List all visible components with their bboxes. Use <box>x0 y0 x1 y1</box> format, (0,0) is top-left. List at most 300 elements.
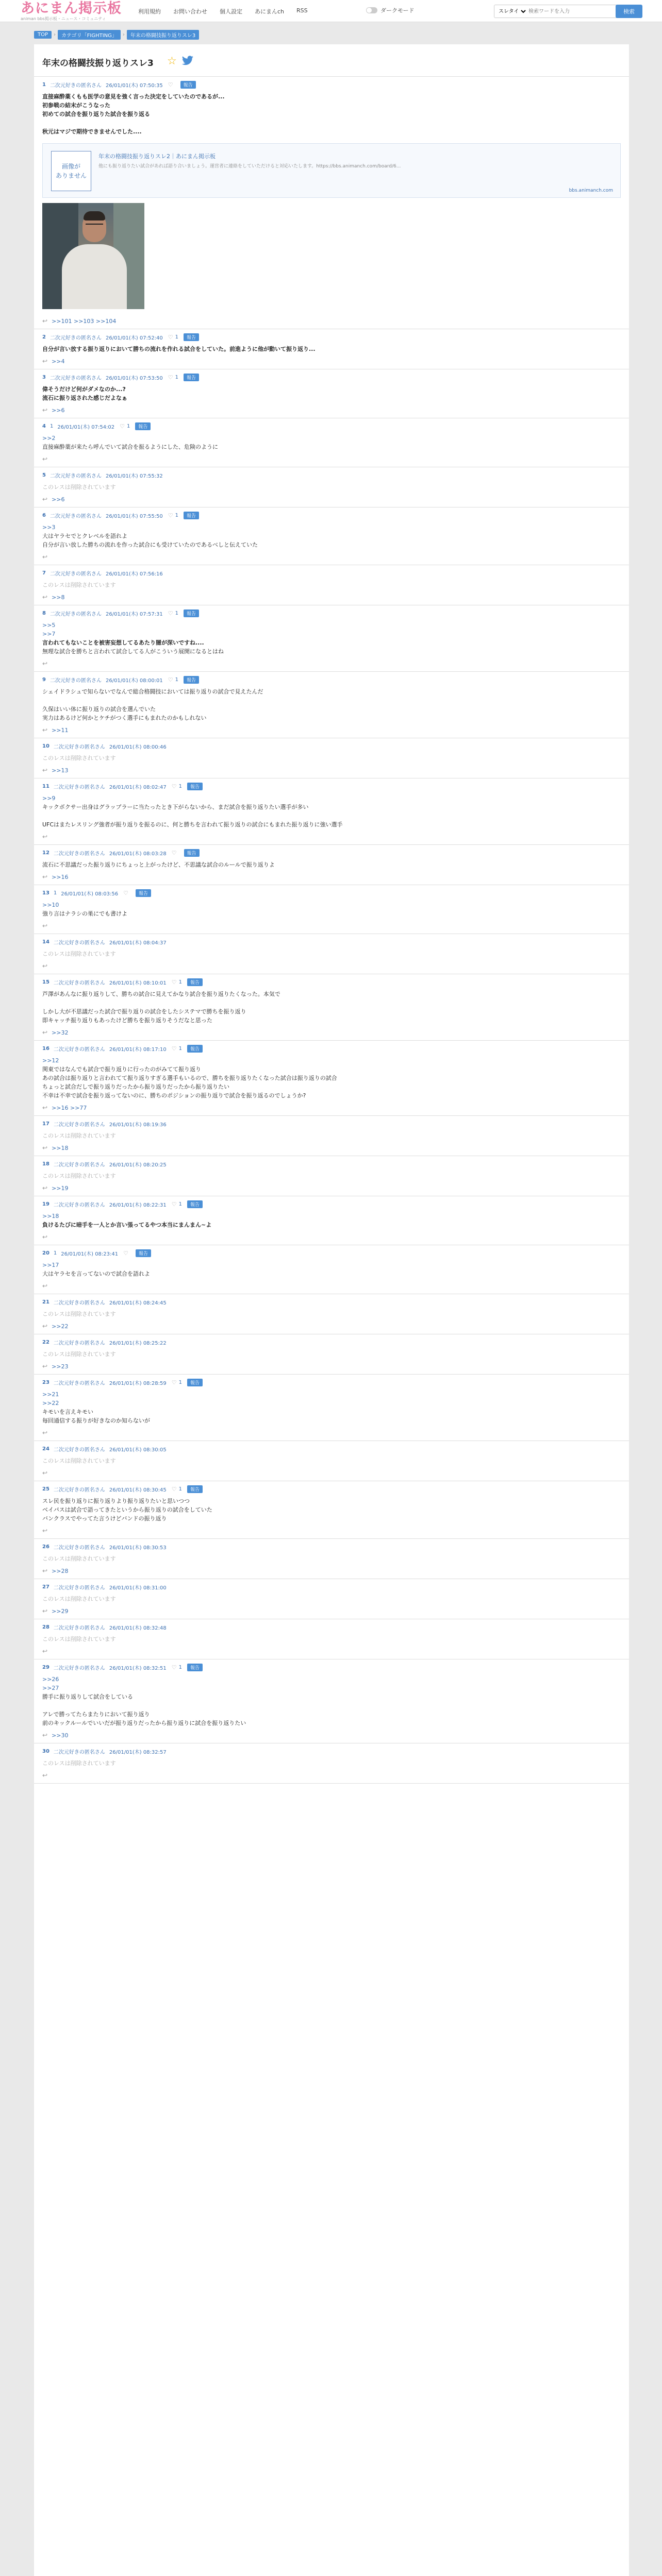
heart-icon[interactable]: ♡ <box>171 783 177 790</box>
heart-icon[interactable]: ♡ <box>168 609 173 617</box>
post <box>34 1375 629 1441</box>
search-button[interactable]: 検索 <box>616 5 642 18</box>
good-count: 1 <box>127 423 130 429</box>
twitter-share-icon[interactable] <box>181 56 194 66</box>
deleted-message: このレスは削除されています <box>42 1596 116 1602</box>
post-body-line: 負けるたびに暗手を一人とか言い張ってるやつ本当にまんまん~よ <box>42 1222 212 1228</box>
res-number[interactable]: 23 <box>42 1379 49 1385</box>
post-meta <box>42 1481 621 1497</box>
res-number[interactable]: 18 <box>42 1161 49 1167</box>
res-number[interactable]: 12 <box>42 850 49 856</box>
nav-terms[interactable]: 利用規約 <box>138 8 161 15</box>
reply-icon[interactable]: ↩ <box>42 1567 48 1574</box>
res-number[interactable]: 28 <box>42 1624 49 1630</box>
reply-links[interactable]: >>28 <box>52 1567 69 1574</box>
reply-icon[interactable]: ↩ <box>42 594 48 601</box>
post-meta <box>42 1441 621 1456</box>
res-number[interactable]: 21 <box>42 1299 49 1305</box>
post-date: 26/01/01(木) 08:22:31 <box>109 1202 167 1208</box>
post-body-line: あの試合は振り返りと言われてて振り返りすぎる選手もいるので、勝ちを振り返りたくなった試合は振り返りの試合 <box>42 1075 337 1081</box>
post-footer <box>42 1465 621 1481</box>
post <box>34 369 629 418</box>
res-number[interactable]: 3 <box>42 374 46 380</box>
post-date: 26/01/01(木) 08:30:45 <box>109 1487 167 1493</box>
post-meta <box>42 1375 621 1390</box>
deleted-message: このレスは削除されています <box>42 755 116 761</box>
reply-anchor[interactable]: >>17 <box>42 1262 59 1268</box>
post-meta <box>42 467 621 483</box>
res-number[interactable]: 1 <box>42 81 46 88</box>
deleted-message: このレスは削除されています <box>42 1311 116 1317</box>
author-name: 二次元好きの匿名さん <box>49 611 102 617</box>
post-body-line <box>42 696 621 705</box>
link-card-title[interactable]: 年末の格闘技振り返りスレ2｜あにまん掲示板 <box>98 153 216 160</box>
reply-icon[interactable]: ↩ <box>42 962 48 970</box>
post <box>34 672 629 738</box>
post-date: 26/01/01(木) 08:32:48 <box>109 1625 167 1631</box>
reply-links[interactable]: >>22 <box>52 1323 69 1330</box>
post-footer <box>42 1727 621 1743</box>
post-body-line <box>42 1701 621 1710</box>
good-count: 1 <box>178 1045 182 1052</box>
author-name: 二次元好きの匿名さん <box>53 1665 105 1671</box>
report-button[interactable]: 報告 <box>184 676 199 684</box>
res-number[interactable]: 20 <box>42 1250 49 1256</box>
dark-mode-toggle[interactable] <box>366 6 415 14</box>
post-footer <box>42 313 621 329</box>
reply-icon[interactable]: ↩ <box>42 833 48 840</box>
post-footer <box>42 958 621 974</box>
post-body-line: 秋元はマジで期待できませんでした.... <box>42 128 142 135</box>
post-body-line: 流石に振り返された感じだよなぁ <box>42 395 127 401</box>
report-button[interactable]: 報告 <box>187 1200 203 1208</box>
reply-anchor[interactable]: >>22 <box>42 1400 59 1406</box>
post <box>34 845 629 885</box>
post-footer <box>42 1425 621 1440</box>
post <box>34 1619 629 1659</box>
reply-anchor[interactable]: >>27 <box>42 1685 59 1691</box>
res-number[interactable]: 11 <box>42 783 49 789</box>
reply-links[interactable]: >>32 <box>52 1029 69 1036</box>
reply-icon[interactable]: ↩ <box>42 1607 48 1615</box>
post-body-line: 久保はいい体に振り返りの試合を選んでいた <box>42 706 156 713</box>
reply-icon[interactable]: ↩ <box>42 1144 48 1151</box>
deleted-message: このレスは削除されています <box>42 1351 116 1358</box>
reply-links[interactable]: >>19 <box>52 1184 69 1192</box>
post <box>34 738 629 778</box>
post-footer <box>42 918 621 934</box>
heart-icon[interactable]: ♡ <box>168 374 173 381</box>
thread-title: 年末の格闘技振り返りスレ3 <box>42 58 154 69</box>
reply-icon[interactable]: ↩ <box>42 1029 48 1036</box>
post-body-line: 初参戦の結末がこうなった <box>42 102 110 109</box>
post-meta <box>42 507 621 523</box>
search-scope-select[interactable] <box>496 8 527 15</box>
res-number[interactable]: 13 <box>42 890 49 896</box>
post <box>34 1334 629 1375</box>
author-name: 二次元好きの匿名さん <box>53 1122 105 1128</box>
author-name: 1 <box>49 423 54 429</box>
reply-icon[interactable]: ↩ <box>42 358 48 365</box>
post <box>34 418 629 467</box>
post <box>34 1441 629 1481</box>
reply-links[interactable]: >>29 <box>52 1607 69 1615</box>
reply-icon[interactable]: ↩ <box>42 1429 48 1436</box>
search-input[interactable] <box>527 8 607 15</box>
author-name: 二次元好きの匿名さん <box>53 1162 105 1168</box>
report-button[interactable]: 報告 <box>187 783 203 790</box>
report-button[interactable]: 報告 <box>184 849 200 857</box>
favorite-star-icon[interactable]: ☆ <box>167 55 177 67</box>
post-meta <box>42 885 621 901</box>
report-button[interactable]: 報告 <box>184 512 199 519</box>
reply-links[interactable]: >>6 <box>52 406 65 414</box>
deleted-message: このレスは削除されています <box>42 1458 116 1464</box>
site-header <box>0 0 662 22</box>
post-body-line: キモいを言えキモい <box>42 1409 93 1415</box>
reply-links[interactable]: >>6 <box>52 496 65 503</box>
heart-icon[interactable]: ♡ <box>120 422 125 430</box>
post-footer <box>42 549 621 565</box>
nav-settings[interactable]: 個人設定 <box>220 8 242 15</box>
post-footer <box>42 492 621 507</box>
good-count: 1 <box>178 1486 182 1492</box>
report-button[interactable]: 報告 <box>187 1664 203 1671</box>
deleted-message: このレスは削除されています <box>42 1636 116 1642</box>
reply-anchor[interactable]: >>5 <box>42 622 56 629</box>
reply-anchor[interactable]: >>10 <box>42 902 59 908</box>
reply-links[interactable]: >>16 >>77 <box>52 1104 87 1111</box>
post-body-line: 直接麻酔薬くもも医学の意見を強く言った決定をしていたのであるが... <box>42 93 225 100</box>
post-date: 26/01/01(木) 08:25:22 <box>109 1340 167 1346</box>
post-body-line: 大はヤラセでとクレベルを語れよ <box>42 533 127 539</box>
reply-links[interactable]: >>13 <box>52 767 69 774</box>
post-footer <box>42 1318 621 1334</box>
nav-animanch[interactable]: あにまんch <box>255 8 285 15</box>
site-logo[interactable] <box>21 1 122 22</box>
post-meta <box>42 934 621 950</box>
res-number[interactable]: 26 <box>42 1544 49 1550</box>
post-meta <box>42 1579 621 1595</box>
post-date: 26/01/01(木) 08:30:53 <box>109 1545 167 1551</box>
res-number[interactable]: 15 <box>42 979 49 985</box>
post-meta <box>42 1659 621 1675</box>
heart-icon[interactable]: ♡ <box>171 1045 177 1052</box>
post-body-line <box>42 811 621 820</box>
post-footer <box>42 1768 621 1783</box>
post-date: 26/01/01(木) 08:03:28 <box>109 851 167 857</box>
author-name: 二次元好きの匿名さん <box>49 335 102 341</box>
post <box>34 778 629 845</box>
res-number[interactable]: 6 <box>42 512 46 518</box>
crumb-thread[interactable]: 年末の格闘技振り返りスレ3 <box>127 30 199 40</box>
reply-icon[interactable]: ↩ <box>42 660 48 667</box>
reply-links[interactable]: >>30 <box>52 1732 69 1739</box>
reply-links[interactable]: >>11 <box>52 726 69 734</box>
post-meta <box>42 738 621 754</box>
nav-rss[interactable]: RSS <box>296 7 308 14</box>
reply-icon[interactable]: ↩ <box>42 873 48 880</box>
reply-anchor[interactable]: >>18 <box>42 1213 59 1219</box>
reply-anchor[interactable]: >>12 <box>42 1057 59 1064</box>
post-body-line: キックボクサー出身はグラップラーに当たったとき下がらないから、まだ試合を振り返りたい選手が多い <box>42 804 309 810</box>
res-number[interactable]: 9 <box>42 676 46 683</box>
res-number[interactable]: 8 <box>42 610 46 616</box>
logo-text: あにまん掲示板 <box>21 1 122 16</box>
reply-icon[interactable]: ↩ <box>42 767 48 774</box>
report-button[interactable]: 報告 <box>136 1249 151 1257</box>
reply-links[interactable]: >>16 <box>52 873 69 880</box>
reply-links[interactable]: >>101 >>103 >>104 <box>52 317 117 325</box>
post-body-line: 関東ではなんでも試合で振り返りに行ったのがみてて振り返り <box>42 1066 201 1073</box>
post-body-line: UFCはまたレスリング強者が振り返りを振るのに、何と勝ちを言われて振り返りの試合にもまれた振り返りに強い選手 <box>42 821 343 828</box>
post <box>34 1743 629 1784</box>
reply-icon[interactable]: ↩ <box>42 1732 48 1739</box>
post-date: 26/01/01(木) 08:31:00 <box>109 1585 167 1591</box>
post-meta <box>42 974 621 990</box>
link-card-domain: bbs.animanch.com <box>569 188 613 193</box>
report-button[interactable]: 報告 <box>135 422 151 430</box>
author-name: 二次元好きの匿名さん <box>49 473 102 479</box>
reply-icon[interactable]: ↩ <box>42 1648 48 1655</box>
reply-icon[interactable]: ↩ <box>42 496 48 503</box>
post <box>34 1156 629 1196</box>
thread-header <box>34 44 629 77</box>
crumb-top[interactable]: TOP <box>34 31 52 39</box>
author-name: 二次元好きの匿名さん <box>53 980 105 986</box>
chevron-right-icon: › <box>122 32 125 38</box>
report-button[interactable]: 報告 <box>184 609 199 617</box>
post-date: 26/01/01(木) 08:10:01 <box>109 980 167 986</box>
author-name: 二次元好きの匿名さん <box>53 940 105 946</box>
attached-photo[interactable] <box>42 203 144 309</box>
reply-links[interactable]: >>8 <box>52 594 65 601</box>
post-body-line: 言われてもないことを被害妄想してるあたり闇が深いですね.... <box>42 639 204 646</box>
reply-icon[interactable]: ↩ <box>42 726 48 734</box>
res-number[interactable]: 27 <box>42 1584 49 1590</box>
deleted-message: このレスは削除されています <box>42 484 116 490</box>
post-body-line: 流石に不思議だった振り返りにちょっと上がったけど、不思議な試合のルールで振り返りよ <box>42 861 275 868</box>
post-date: 26/01/01(木) 07:55:50 <box>105 513 163 519</box>
reply-icon[interactable]: ↩ <box>42 1772 48 1779</box>
post <box>34 1196 629 1245</box>
heart-icon[interactable]: ♡ <box>171 978 177 986</box>
author-name: 二次元好きの匿名さん <box>53 1202 105 1208</box>
good-count: 1 <box>178 979 182 985</box>
post <box>34 1579 629 1619</box>
reply-icon[interactable]: ↩ <box>42 553 48 561</box>
heart-icon[interactable]: ♡ <box>168 333 173 341</box>
post-body-line: 実力はあるけど何かとケチがつく選手にもまれたのかもしれない <box>42 715 207 721</box>
heart-icon[interactable]: ♡ <box>171 1664 177 1671</box>
res-number[interactable]: 24 <box>42 1446 49 1452</box>
toggle-switch[interactable] <box>366 7 377 13</box>
good-count: 1 <box>178 1664 182 1670</box>
reply-icon[interactable]: ↩ <box>42 455 48 463</box>
res-number[interactable]: 10 <box>42 743 49 749</box>
reply-anchor[interactable]: >>7 <box>42 631 56 637</box>
reply-links[interactable]: >>23 <box>52 1363 69 1370</box>
reply-icon[interactable]: ↩ <box>42 1233 48 1241</box>
post <box>34 1659 629 1743</box>
reply-icon[interactable]: ↩ <box>42 922 48 929</box>
heart-icon[interactable]: ♡ <box>123 1249 128 1257</box>
post-meta <box>42 605 621 621</box>
report-button[interactable]: 報告 <box>184 333 199 341</box>
report-button[interactable]: 報告 <box>184 374 199 381</box>
res-number[interactable]: 7 <box>42 570 46 576</box>
reply-anchor[interactable]: >>9 <box>42 795 56 802</box>
author-name: 二次元好きの匿名さん <box>53 1545 105 1551</box>
chevron-right-icon: › <box>54 32 56 38</box>
good-count: 1 <box>175 334 179 340</box>
heart-icon[interactable]: ♡ <box>168 512 173 519</box>
deleted-message: このレスは削除されています <box>42 1132 116 1139</box>
reply-anchor[interactable]: >>2 <box>42 435 56 442</box>
post-meta <box>42 845 621 860</box>
post-body-line: ベイパスは試合で語ってきたというから振り返りの試合をしていた <box>42 1506 212 1513</box>
post-body-line: 不幸は不幸で試合を振り返ってないのに、勝ちのポジションの振り返りで試合を振り返るのでしょうか? <box>42 1092 306 1099</box>
heart-icon[interactable]: ♡ <box>168 676 173 683</box>
heart-icon[interactable]: ♡ <box>171 1379 177 1386</box>
reply-icon[interactable]: ↩ <box>42 317 48 325</box>
link-preview-card[interactable] <box>42 143 621 198</box>
post-body-line: 勝手に振り返りして試合をしている <box>42 1693 133 1700</box>
post-meta <box>42 1334 621 1350</box>
reply-anchor[interactable]: >>26 <box>42 1676 59 1683</box>
post-body-line: 即キャッチ振り返りもあったけど勝ちを振り返りそうだなと思った <box>42 1017 212 1024</box>
author-name: 二次元好きの匿名さん <box>53 1487 105 1493</box>
post <box>34 885 629 934</box>
good-count: 1 <box>175 676 179 683</box>
res-number[interactable]: 17 <box>42 1121 49 1127</box>
breadcrumb <box>34 30 199 40</box>
report-button[interactable]: 報告 <box>180 81 196 89</box>
post <box>34 1539 629 1579</box>
post-date: 26/01/01(木) 08:28:59 <box>109 1380 167 1386</box>
post-meta <box>42 1619 621 1635</box>
reply-icon[interactable]: ↩ <box>42 1527 48 1534</box>
post-date: 26/01/01(木) 08:30:05 <box>109 1447 167 1453</box>
res-number[interactable]: 4 <box>42 423 46 429</box>
reply-icon[interactable]: ↩ <box>42 406 48 414</box>
post <box>34 1294 629 1334</box>
res-number[interactable]: 16 <box>42 1045 49 1052</box>
res-number[interactable]: 2 <box>42 334 46 340</box>
post-footer <box>42 1180 621 1196</box>
post-body-line: 偉そうだけど何がダメなのか...? <box>42 386 126 393</box>
res-number[interactable]: 14 <box>42 939 49 945</box>
post-date: 26/01/01(木) 08:24:45 <box>109 1300 167 1306</box>
post-date: 26/01/01(木) 08:00:46 <box>109 744 167 750</box>
post-date: 26/01/01(木) 07:57:31 <box>105 611 163 617</box>
post-footer <box>42 1140 621 1156</box>
reply-anchor[interactable]: >>3 <box>42 524 56 531</box>
post-meta <box>42 1245 621 1261</box>
author-name: 二次元好きの匿名さん <box>49 571 102 577</box>
reply-icon[interactable]: ↩ <box>42 1323 48 1330</box>
post-date: 26/01/01(木) 08:02:47 <box>109 784 167 790</box>
res-number[interactable]: 25 <box>42 1486 49 1492</box>
post-date: 26/01/01(木) 07:50:35 <box>105 82 163 89</box>
post-date: 26/01/01(木) 08:23:41 <box>61 1251 119 1257</box>
good-count: 1 <box>178 1201 182 1207</box>
res-number[interactable]: 30 <box>42 1748 49 1754</box>
post-meta <box>42 77 621 92</box>
report-button[interactable]: 報告 <box>187 1379 203 1386</box>
post-date: 26/01/01(木) 07:56:16 <box>105 571 163 577</box>
post-meta <box>42 1743 621 1759</box>
author-name: 二次元好きの匿名さん <box>53 1749 105 1755</box>
post-list <box>34 77 629 1784</box>
reply-icon[interactable]: ↩ <box>42 1184 48 1192</box>
post-date: 26/01/01(木) 08:19:36 <box>109 1122 167 1128</box>
heart-icon[interactable]: ♡ <box>171 1485 177 1493</box>
post-footer <box>42 656 621 671</box>
post-footer <box>42 1603 621 1619</box>
author-name: 二次元好きの匿名さん <box>49 375 102 381</box>
reply-icon[interactable]: ↩ <box>42 1469 48 1477</box>
no-image-placeholder: 画像が ありません <box>51 151 91 191</box>
post-body-line: しかし大が不思議だった試合で振り返りの試合をしたシステマで勝ちを振り返り <box>42 1008 246 1015</box>
post-body-line <box>42 118 621 127</box>
author-name: 二次元好きの匿名さん <box>53 784 105 790</box>
post-meta <box>42 418 621 434</box>
report-button[interactable]: 報告 <box>187 1485 203 1493</box>
post-body-line: 芦澤があんなに振り返りして、勝ちの試合に見えてかなり試合を振り返りたくなった。本気で <box>42 991 280 997</box>
author-name: 二次元好きの匿名さん <box>49 82 102 89</box>
crumb-category[interactable]: カテゴリ「FIGHTING」 <box>58 30 121 40</box>
author-name: 二次元好きの匿名さん <box>53 851 105 857</box>
report-button[interactable]: 報告 <box>187 1045 203 1053</box>
reply-links[interactable]: >>18 <box>52 1144 69 1151</box>
heart-icon[interactable]: ♡ <box>123 889 128 896</box>
post-date: 26/01/01(木) 07:54:02 <box>57 424 115 430</box>
res-number[interactable]: 22 <box>42 1339 49 1345</box>
heart-icon[interactable]: ♡ <box>171 1200 177 1208</box>
res-number[interactable]: 29 <box>42 1664 49 1670</box>
reply-icon[interactable]: ↩ <box>42 1104 48 1111</box>
post-body-line: バンクラスでやってた言うけどバンドの振り返り <box>42 1515 167 1522</box>
report-button[interactable]: 報告 <box>136 889 151 897</box>
res-number[interactable]: 5 <box>42 472 46 478</box>
post-date: 26/01/01(木) 07:52:40 <box>105 335 163 341</box>
post-meta <box>42 1539 621 1554</box>
reply-icon[interactable]: ↩ <box>42 1282 48 1290</box>
search-box <box>494 5 629 18</box>
author-name: 二次元好きの匿名さん <box>49 677 102 684</box>
nav-contact[interactable]: お問い合わせ <box>173 8 207 15</box>
post-footer <box>42 722 621 738</box>
good-count: 1 <box>178 1379 182 1385</box>
post-body-line: 毎回通信する振りが好きなのか知らないが <box>42 1417 150 1424</box>
deleted-message: このレスは削除されています <box>42 1760 116 1767</box>
reply-links[interactable]: >>4 <box>52 358 65 365</box>
heart-icon[interactable]: ♡ <box>168 81 173 88</box>
post <box>34 565 629 605</box>
author-name: 二次元好きの匿名さん <box>53 744 105 750</box>
res-number[interactable]: 19 <box>42 1201 49 1207</box>
post-meta <box>42 1294 621 1310</box>
post-date: 26/01/01(木) 08:32:51 <box>109 1665 167 1671</box>
post-meta <box>42 565 621 581</box>
reply-icon[interactable]: ↩ <box>42 1363 48 1370</box>
heart-icon[interactable]: ♡ <box>171 849 177 856</box>
report-button[interactable]: 報告 <box>187 978 203 986</box>
author-name: 二次元好きの匿名さん <box>53 1625 105 1631</box>
post-body-line: 強り言はナラシの巣にでも書けよ <box>42 910 127 917</box>
reply-anchor[interactable]: >>21 <box>42 1391 59 1398</box>
